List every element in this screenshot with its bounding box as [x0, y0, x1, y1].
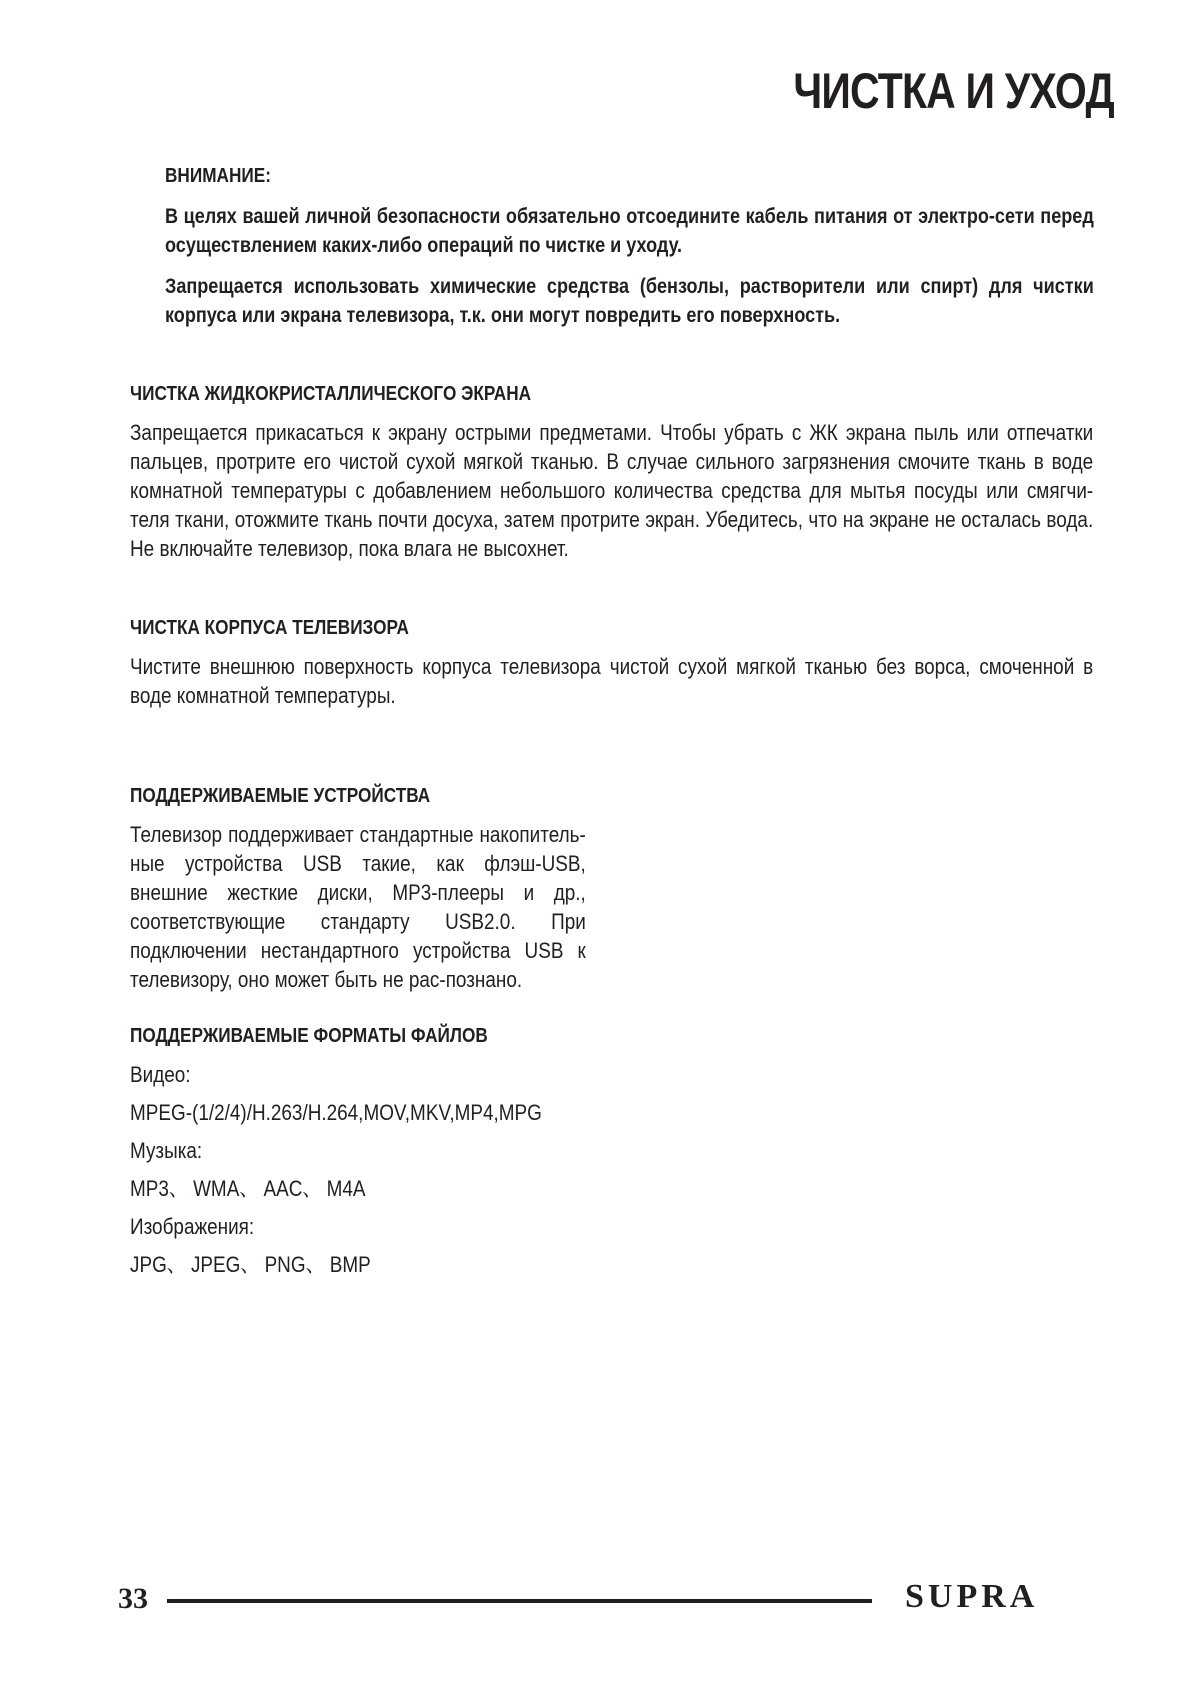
section-supported-devices — [130, 785, 586, 994]
warning-title: ВНИМАНИЕ: — [165, 165, 271, 187]
section-heading: ЧИСТКА ЖИДКОКРИСТАЛЛИЧЕСКОГО ЭКРАНА — [130, 383, 532, 405]
section-heading: ПОДДЕРЖИВАЕМЫЕ УСТРОЙСТВА — [130, 785, 431, 807]
video-formats: MPEG-(1/2/4)/H.263/H.264,MOV,MKV,MP4,MPG — [130, 1100, 542, 1125]
section-text: Чистите внешнюю поверхность корпуса телевизора чистой сухой мягкой тканью без ворса, смоченной в воде комнатной температуры. — [130, 654, 1094, 708]
brand-logo: SUPRA — [905, 1578, 1039, 1615]
page-footer — [0, 1578, 1190, 1628]
warning-paragraph: В целях вашей личной безопасности обязательно отсоедините кабель питания от электро-сети перед осуществлением каких-либо операций по чистке и уходу. — [165, 205, 1094, 257]
warning-paragraph: Запрещается использовать химические средства (бензолы, растворители или спирт) для чистки корпуса или экрана телевизора, т.к. они могут повредить его поверхность. — [165, 275, 1094, 327]
music-formats: MP3、 WMA、 AAC、 M4A — [130, 1176, 366, 1201]
warning-block — [165, 165, 1095, 342]
section-text: Телевизор поддерживает стандартные накопитель-ные устройства USB такие, как флэш-USB, внешние жесткие диски, MP3-плееры и др., соответствующие стандарту USB2.0. При подключении нестандартного устройства USB к телевизору, оно может быть не рас-познано. — [130, 822, 586, 992]
music-label: Музыка: — [130, 1138, 203, 1163]
page-number: 33 — [118, 1582, 148, 1615]
image-formats: JPG、 JPEG、 PNG、 BMP — [130, 1252, 371, 1277]
section-body-cleaning — [130, 617, 1093, 710]
section-lcd-cleaning — [130, 383, 1093, 563]
images-label: Изображения: — [130, 1214, 255, 1239]
section-text: Запрещается прикасаться к экрану острыми предметами. Чтобы убрать с ЖК экрана пыль или отпечатки пальцев, протрите его чистой сухой мягкой тканью. В случае сильного загрязнения смочите ткань в воде комнатной температуры с добавлением небольшого количества средства для мытья посуды или смягчи-теля ткани, отожмите ткань почти досуха, затем протрите экран. Убедитесь, что на экране не осталась вода. Не включайте телевизор, пока влага не высохнет. — [130, 420, 1094, 561]
section-heading: ЧИСТКА КОРПУСА ТЕЛЕВИЗОРА — [130, 617, 409, 639]
page-title: ЧИСТКА И УХОД — [793, 63, 1114, 119]
section-supported-formats — [130, 1025, 1093, 1288]
video-label: Видео: — [130, 1062, 191, 1087]
section-heading: ПОДДЕРЖИВАЕМЫЕ ФОРМАТЫ ФАЙЛОВ — [130, 1025, 488, 1047]
footer-divider — [167, 1599, 872, 1603]
